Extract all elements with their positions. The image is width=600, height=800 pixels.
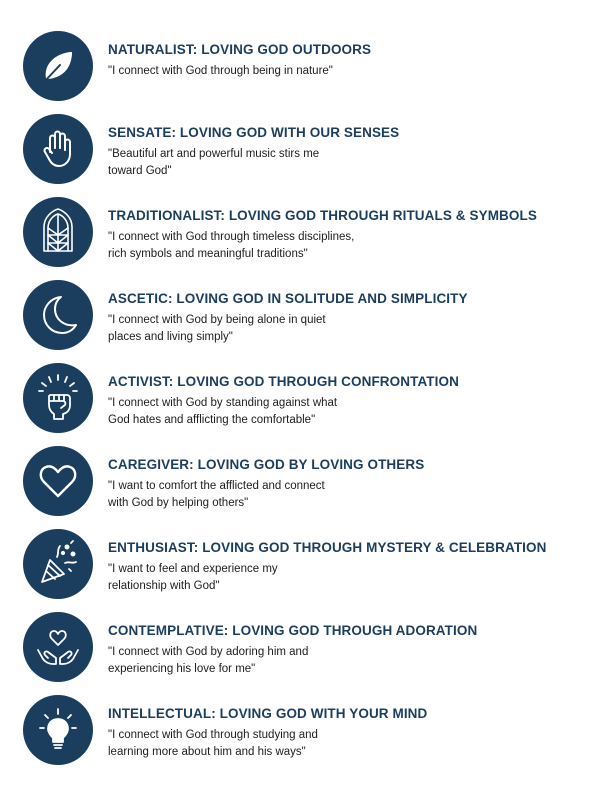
party-popper-icon: [23, 529, 93, 599]
item-description: "I connect with God through timeless disciplines, rich symbols and meaningful traditions": [108, 231, 355, 260]
heart-icon: [23, 446, 93, 516]
item-title: ASCETIC: LOVING GOD IN SOLITUDE AND SIMPLICITY: [108, 291, 468, 306]
item-description: "I want to feel and experience my relationship with God": [108, 563, 278, 592]
item-description: "I want to comfort the afflicted and connect with God by helping others": [108, 480, 325, 509]
item-description: "I connect with God through being in nature": [108, 65, 333, 77]
item-title: ENTHUSIAST: LOVING GOD THROUGH MYSTERY & CELEBRATION: [108, 540, 547, 555]
leaf-icon: [23, 31, 93, 101]
list-item-caregiver: [23, 446, 583, 516]
list-item-intellectual: [23, 695, 583, 765]
list-item-ascetic: [23, 280, 583, 350]
raised-fist-icon: [23, 363, 93, 433]
hands-holding-heart-icon: [23, 612, 93, 682]
list-item-contemplative: [23, 612, 583, 682]
list-item-sensate: [23, 114, 583, 184]
crescent-moon-icon: [23, 280, 93, 350]
item-description: "I connect with God by standing against what God hates and afflicting the comfortable": [108, 397, 338, 426]
list-item-naturalist: [23, 31, 583, 101]
lightbulb-icon: [23, 695, 93, 765]
item-description: "I connect with God by being alone in quiet places and living simply": [108, 314, 326, 343]
item-description: "I connect with God through studying and learning more about him and his ways": [108, 729, 318, 758]
raised-hand-icon: [23, 114, 93, 184]
list-item-traditionalist: [23, 197, 583, 267]
list-item-activist: [23, 363, 583, 433]
item-title: ACTIVIST: LOVING GOD THROUGH CONFRONTATION: [108, 374, 459, 389]
item-description: "I connect with God by adoring him and experiencing his love for me": [108, 646, 309, 675]
item-title: NATURALIST: LOVING GOD OUTDOORS: [108, 42, 372, 57]
item-title: INTELLECTUAL: LOVING GOD WITH YOUR MIND: [108, 706, 428, 721]
item-title: CAREGIVER: LOVING GOD BY LOVING OTHERS: [108, 457, 425, 472]
item-description: "Beautiful art and powerful music stirs me toward God": [108, 148, 320, 177]
item-title: TRADITIONALIST: LOVING GOD THROUGH RITUALS & SYMBOLS: [108, 208, 537, 223]
stained-glass-window-icon: [23, 197, 93, 267]
list-item-enthusiast: [23, 529, 583, 599]
item-title: SENSATE: LOVING GOD WITH OUR SENSES: [108, 125, 400, 140]
item-title: CONTEMPLATIVE: LOVING GOD THROUGH ADORATION: [108, 623, 478, 638]
